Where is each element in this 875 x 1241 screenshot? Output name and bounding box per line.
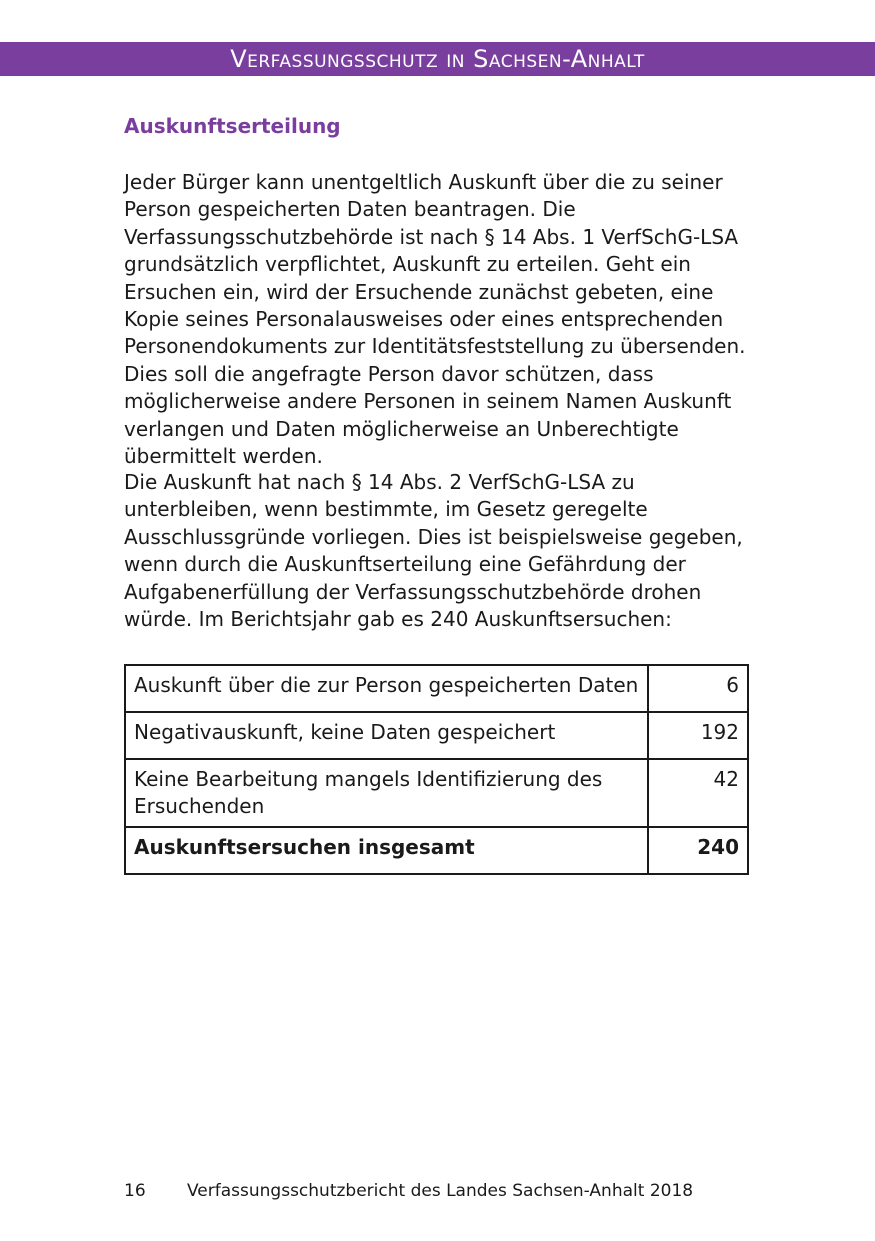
table-row — [125, 712, 748, 759]
row-value: 6 — [648, 665, 748, 712]
header-bar — [0, 42, 875, 76]
page-header-title: Verfassungsschutz in Sachsen-Anhalt — [230, 45, 645, 73]
row-label: Auskunft über die zur Person gespeicherten Daten — [125, 665, 648, 712]
row-label: Negativauskunft, keine Daten gespeichert — [125, 712, 648, 759]
paragraph-1: Jeder Bürger kann unentgeltlich Auskunft über die zu seiner Person gespeicherten Daten beantragen. Die Verfassungsschutzbehörde ist nach § 14 Abs. 1 VerfSchG-LSA grundsätzlich verpflichtet, Auskunft zu erteilen. Geht ein Ersuchen ein, wird der Ersuchende zunächst gebeten, eine Kopie seines Personalausweises oder eines entsprechenden Personendokuments zur Identitätsfeststellung zu übersenden. Dies soll die angefragte Person davor schützen, dass möglicherweise andere Personen in seinem Namen Auskunft verlangen und Daten möglicherweise an Unberechtigte übermittelt werden. — [124, 170, 746, 469]
section-heading: Auskunftserteilung — [124, 114, 341, 138]
table-row — [125, 665, 748, 712]
page-number: 16 — [124, 1181, 146, 1201]
table-row — [125, 759, 748, 827]
inquiry-table — [124, 664, 749, 875]
footer-text: Verfassungsschutzbericht des Landes Sachsen-Anhalt 2018 — [187, 1181, 694, 1201]
row-value: 192 — [648, 712, 748, 759]
row-value: 42 — [648, 759, 748, 827]
row-label: Keine Bearbeitung mangels Identifizierung des Ersuchenden — [125, 759, 648, 827]
total-value: 240 — [648, 827, 748, 874]
table-row-total — [125, 827, 748, 874]
total-label: Auskunftsersuchen insgesamt — [125, 827, 648, 874]
paragraph-2: Die Auskunft hat nach § 14 Abs. 2 VerfSchG-LSA zu unterbleiben, wenn bestimmte, im Gesetz geregelte Ausschlussgründe vorliegen. Dies ist beispielsweise gegeben, wenn durch die Auskunftserteilung eine Gefährdung der Aufgabenerfüllung der Verfassungsschutzbehörde drohen würde. Im Berichtsjahr gab es 240 Auskunftsersuchen: — [124, 470, 743, 632]
